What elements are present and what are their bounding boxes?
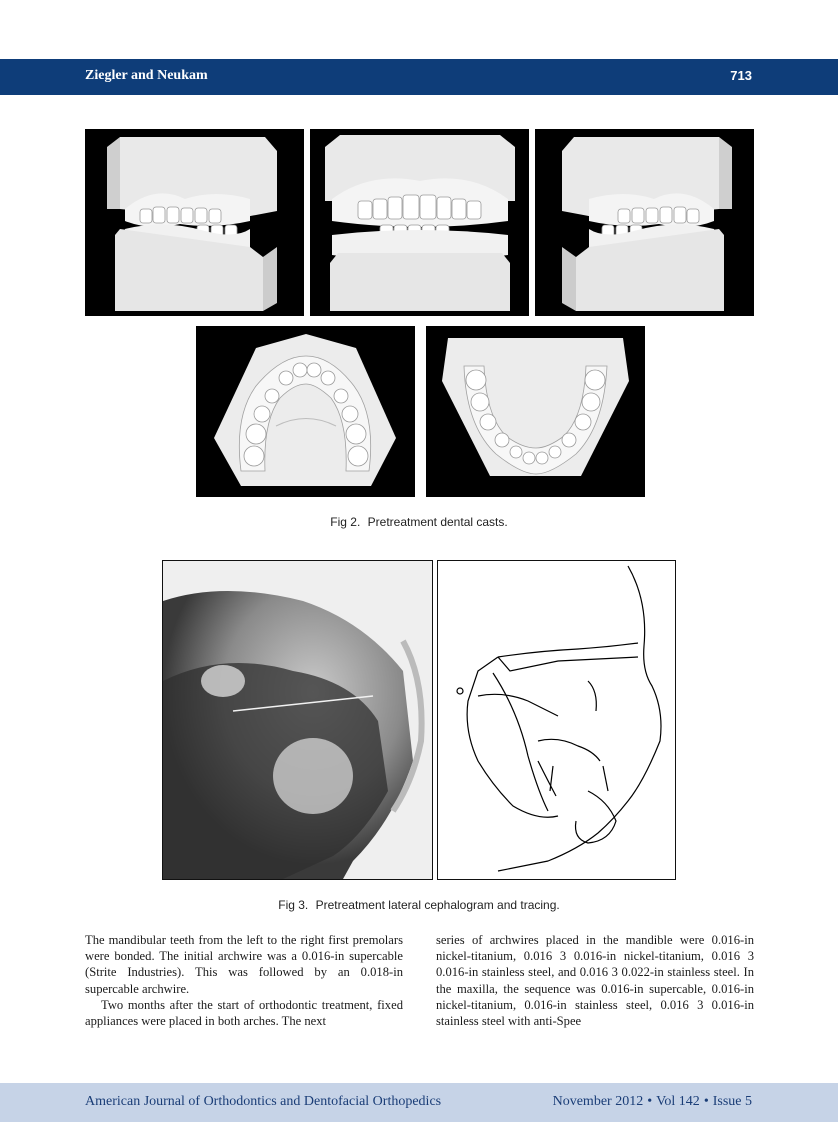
- cast-photo-right-buccal: [85, 129, 304, 316]
- figure-3-caption-text: Pretreatment lateral cephalogram and tracing.: [315, 898, 560, 912]
- bullet-separator: •: [703, 1094, 709, 1109]
- running-footer: [0, 1083, 838, 1122]
- journal-name: American Journal of Orthodontics and Dentofacial Orthopedics: [85, 1094, 442, 1109]
- issue-date: November 2012: [552, 1094, 644, 1109]
- page-number: 713: [730, 68, 752, 83]
- body-left-column: [85, 932, 403, 1029]
- cast-photo-frontal: [310, 129, 529, 316]
- lateral-cephalogram-image: [162, 560, 433, 880]
- issue-number: Issue 5: [712, 1094, 752, 1109]
- figure-2-caption: [0, 515, 838, 529]
- issue-volume: Vol 142: [656, 1094, 700, 1109]
- cast-photo-mandibular-occlusal: [426, 326, 645, 497]
- cast-photo-maxillary-occlusal: [196, 326, 415, 497]
- header-authors: Ziegler and Neukam: [85, 68, 208, 83]
- figure-2-caption-text: Pretreatment dental casts.: [367, 515, 508, 529]
- bullet-separator: •: [647, 1094, 653, 1109]
- body-paragraph: series of archwires placed in the mandible were 0.016-in nickel-titanium, 0.016 3 0.016-in nickel-titanium, 0.016 3 0.016-in stainless steel, and 0.016 3 0.022-in stainless steel. In the maxilla, the sequence was 0.016-in supercable, 0.016-in nickel-titanium, 0.016-in stainless steel, 0.016 3 0.016-in stainless steel with anti-Spee: [436, 933, 754, 1029]
- figure-3-caption: [0, 898, 838, 912]
- issue-info: [553, 1094, 752, 1110]
- body-right-column: [436, 932, 754, 1029]
- cephalometric-tracing: [437, 560, 676, 880]
- body-paragraph: The mandibular teeth from the left to the right first premolars were bonded. The initial archwire was a 0.016-in supercable (Strite Industries). This was followed by an 0.018-in supercable archwire.: [85, 933, 403, 996]
- figure-3-label: Fig 3.: [278, 898, 309, 912]
- running-header: [0, 59, 838, 95]
- figure-2-label: Fig 2.: [330, 515, 361, 529]
- body-paragraph: Two months after the start of orthodontic treatment, fixed appliances were placed in both arches. The next: [85, 997, 403, 1029]
- cast-photo-left-buccal: [535, 129, 754, 316]
